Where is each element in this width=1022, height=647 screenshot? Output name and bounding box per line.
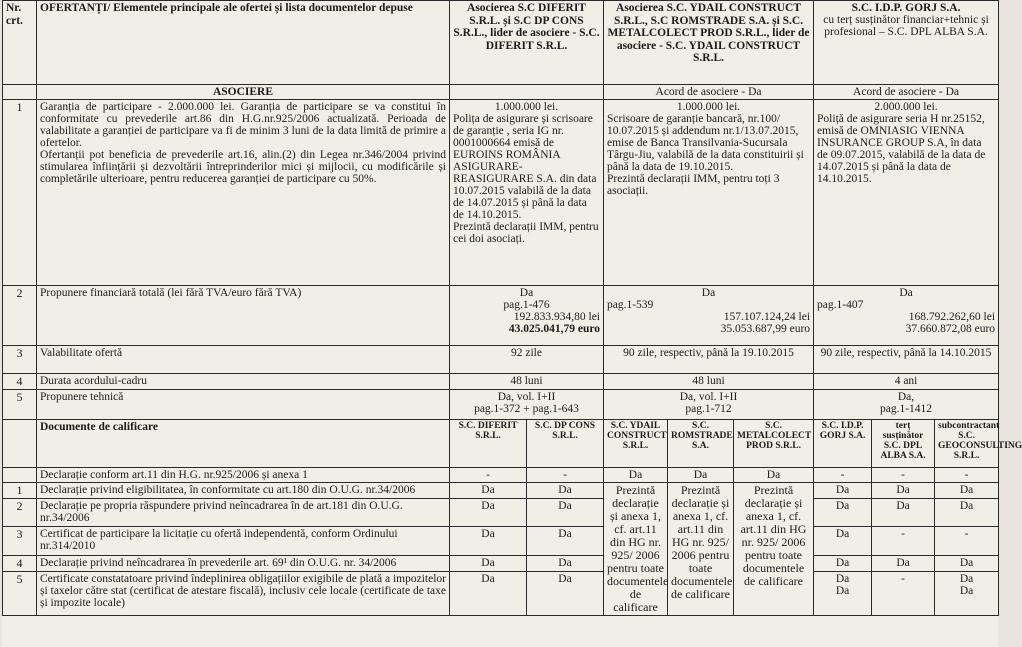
- propunere-tehnica-label: Propunere tehnică: [37, 390, 450, 420]
- row-nr: 2: [3, 286, 37, 346]
- declaratie-val: -: [450, 468, 527, 483]
- doc-val: Da: [450, 555, 527, 571]
- declaratie-val: -: [814, 468, 872, 483]
- header-offer-2: Asocierea S.C. YDAIL CONSTRUCT S.R.L., S.C ROMSTRADE S.A. și S.C. METALCOLECT PROD S.R.L., lider de asociere - S.C. YDAIL CONSTRUCT S.R.L.: [604, 1, 814, 85]
- row-valabilitate: [3, 346, 999, 374]
- row-nr: 1: [3, 100, 37, 286]
- doc-val: Da: [527, 499, 604, 527]
- doc-val: -: [872, 571, 935, 615]
- declaratie-val: -: [872, 468, 935, 483]
- row-nr: 5: [3, 390, 37, 420]
- calif-col-metalcolect: S.C. METALCOLECT PROD S.R.L.: [734, 420, 814, 468]
- durata-offer-2: 48 luni: [604, 374, 814, 390]
- doc-val: Da: [527, 527, 604, 555]
- declaratie-nr: [3, 468, 37, 483]
- doc-row: [3, 527, 999, 555]
- doc-val: -: [935, 527, 999, 555]
- financiar-lei: 192.833.934,80 lei: [513, 311, 600, 323]
- doc-val: Da: [527, 571, 604, 615]
- row-nr: 4: [3, 374, 37, 390]
- doc-val: Da: [872, 499, 935, 527]
- financiar-euro: 37.660.872,08 euro: [905, 323, 996, 335]
- row-propunere-tehnica: [3, 390, 999, 420]
- header-offer-3-name: S.C. I.D.P. GORJ S.A.: [851, 2, 961, 14]
- row-garantie: [3, 100, 999, 286]
- doc-row: [3, 483, 999, 499]
- durata-label: Durata acordului-cadru: [37, 374, 450, 390]
- calif-col-diferit: S.C. DIFERIT S.R.L.: [450, 420, 527, 468]
- doc-nr: 1: [3, 483, 37, 499]
- financiar-pag: pag.1-476: [503, 299, 550, 311]
- header-nr: Nr. crt.: [3, 1, 37, 85]
- valabilitate-offer-3: 90 zile, respectiv, până la 14.10.2015: [814, 346, 999, 374]
- durata-offer-3: 4 ani: [814, 374, 999, 390]
- doc-val: Da: [450, 483, 527, 499]
- tehnica-offer-3: Da, pag.1-1412: [814, 390, 999, 420]
- doc-val: Da: [814, 499, 872, 527]
- doc-label: Declarație privind eligibilitatea, în conformitate cu art.180 din O.U.G. nr.34/2006: [37, 483, 450, 499]
- doc-val: -: [872, 527, 935, 555]
- doc-val: Da: [450, 499, 527, 527]
- calif-col-idpgorj: S.C. I.D.P. GORJ S.A.: [814, 420, 872, 468]
- declaratie-val: -: [935, 468, 999, 483]
- garantie-offer-2-text: Scrisoare de garanție bancară, nr.100/ 10.07.2015 și addendum nr.1/13.07.2015, emise de Banca Transilvania-Sucursala Târgu-Jiu, valabilă de la data constituirii și până la data de 19.10.2015. Prezintă declarații IMM, pentru toți 3 asociații.: [607, 113, 804, 197]
- romstrade-merged-note: Prezintă declarație și anexa 1, cf. art.11 din HG nr. 925/ 2006 pentru toate documentele de calificare: [668, 483, 734, 616]
- calificare-nr: [3, 420, 37, 468]
- doc-row: [3, 571, 999, 615]
- doc-row: [3, 555, 999, 571]
- financiar-euro: 35.053.687,99 euro: [720, 323, 811, 335]
- doc-val: Da: [527, 555, 604, 571]
- calificare-label: Documente de calificare: [37, 420, 450, 468]
- financiar-pag: pag.1-539: [607, 299, 654, 311]
- garantie-offer-1-amount: 1.000.000 lei.: [494, 101, 559, 113]
- valabilitate-offer-2: 90 zile, respectiv, până la 19.10.2015: [604, 346, 814, 374]
- declaratie-val: Da: [734, 468, 814, 483]
- financiar-da: Da: [519, 287, 534, 299]
- calif-col-romstrade: S.C. ROMSTRADE S.A.: [668, 420, 734, 468]
- header-title: OFERTANȚI/ Elementele principale ale ofertei și lista documentelor depuse: [37, 1, 450, 85]
- asociere-nr: [3, 85, 37, 100]
- durata-offer-1: 48 luni: [450, 374, 604, 390]
- financiar-pag: pag.1-407: [817, 299, 864, 311]
- financiar-da: Da: [701, 287, 716, 299]
- financiar-lei: 168.792.262,60 lei: [908, 311, 996, 323]
- asociere-offer-3: Acord de asociere - Da: [814, 85, 999, 100]
- valabilitate-offer-1: 92 zile: [450, 346, 604, 374]
- valabilitate-label: Valabilitate ofertă: [37, 346, 450, 374]
- tehnica-offer-1: Da, vol. I+II pag.1-372 + pag.1-643: [450, 390, 604, 420]
- doc-nr: 5: [3, 571, 37, 615]
- doc-nr: 3: [3, 527, 37, 555]
- doc-val: Da: [935, 555, 999, 571]
- header-offer-3-sub: cu terț susținător financiar+tehnic și profesional – S.C. DPL ALBA S.A.: [823, 14, 989, 38]
- doc-val: Da Da: [814, 571, 872, 615]
- calif-col-ydail: S.C. YDAIL CONSTRUCT S.R.L.: [604, 420, 668, 468]
- garantie-offer-1: [450, 100, 604, 286]
- asociere-row: [3, 85, 999, 100]
- doc-label: Certificate constatatoare privind îndeplinirea obligațiilor exigibile de plată a impozitelor și taxelor către stat (certificat de atestare fiscală), inclusiv cele locale (certificate de taxe și impozite locale): [37, 571, 450, 615]
- calif-col-dplalba: terț susținător S.C. DPL ALBA S.A.: [872, 420, 935, 468]
- asociere-offer-2: Acord de asociere - Da: [604, 85, 814, 100]
- header-offer-1: Asocierea S.C DIFERIT S.R.L. și S.C DP CONS S.R.L., lider de asociere - S.C. DIFERIT S.R.L.: [450, 1, 604, 85]
- garantie-text: Garanția de participare - 2.000.000 lei. Garanția de participare se va constitui în conformitate cu prevederile art.86 din H.G.nr.925/2006 actualizată. Perioada de valabilitate a garanției de participare va fi de minim 3 luni de la data limită de primire a ofertelor. Ofertanții pot beneficia de prevederile art.16, alin.(2) din Legea nr.346/2004 privind stimularea înființării și dezvoltării întreprinderilor mici și mijlocii, cu modificările și completările ulterioare, pentru reducerea garanției de participare cu 50%.: [37, 100, 450, 286]
- tehnica-offer-2: Da, vol. I+II pag.1-712: [604, 390, 814, 420]
- calif-col-dpcons: S.C. DP CONS S.R.L.: [527, 420, 604, 468]
- financiar-offer-3: [814, 286, 999, 346]
- ydail-merged-note: Prezintă declarație și anexa 1, cf. art.11 din HG nr. 925/ 2006 pentru toate documentele de calificare: [604, 483, 668, 616]
- doc-val: Da: [814, 483, 872, 499]
- doc-val: Da Da: [935, 571, 999, 615]
- document-page: [2, 0, 1022, 647]
- calif-col-geoconsulting: subcontractant S.C. GEOCONSULTING S.R.L.: [935, 420, 999, 468]
- doc-val: Da: [935, 483, 999, 499]
- financiar-offer-2: [604, 286, 814, 346]
- declaratie-val: Da: [668, 468, 734, 483]
- row-propunere-financiara: [3, 286, 999, 346]
- garantie-offer-3-amount: 2.000.000 lei.: [874, 101, 938, 113]
- row-durata: [3, 374, 999, 390]
- garantie-offer-1-text: Polița de asigurare și scrisoare de garanție , seria IG nr. 0001000664 emisă de EUROINS ROMÂNIA ASIGURARE-REASIGURARE S.A. din data 10.07.2015 valabilă de la data de 14.07.2015 și până la data de 14.10.2015. Prezintă declarații IMM, pentru cei doi asociați.: [453, 113, 599, 245]
- doc-label: Declarație pe propria răspundere privind neîncadrarea în de art.181 din O.U.G. nr.34/2006: [37, 499, 450, 527]
- doc-val: Da: [814, 555, 872, 571]
- garantie-offer-3: [814, 100, 999, 286]
- garantie-offer-3-text: Poliță de asigurare seria H nr.25152, emisă de OMNIASIG VIENNA INSURANCE GROUP S.A, în data de 09.07.2015, valabilă de la data de 14.07.2015 și până la data de 14.10.2015.: [817, 113, 986, 185]
- doc-val: Da: [872, 555, 935, 571]
- doc-nr: 2: [3, 499, 37, 527]
- declaratie-val: Da: [604, 468, 668, 483]
- doc-val: Da: [872, 483, 935, 499]
- declaratie-val: -: [527, 468, 604, 483]
- doc-val: Da: [935, 499, 999, 527]
- financiar-da: Da: [899, 287, 913, 299]
- declaratie-label: Declarație conform art.11 din H.G. nr.925/2006 și anexa 1: [37, 468, 450, 483]
- financiar-offer-1: [450, 286, 604, 346]
- offers-table: [2, 0, 1022, 616]
- garantie-offer-2: [604, 100, 814, 286]
- doc-row: [3, 499, 999, 527]
- propunere-financiara-label: Propunere financiară totală (lei fără TVA/euro fără TVA): [37, 286, 450, 346]
- doc-val: Da: [814, 527, 872, 555]
- calificare-header-row: [3, 420, 999, 468]
- doc-nr: 4: [3, 555, 37, 571]
- header-row: [3, 1, 999, 85]
- header-offer-3: [814, 1, 999, 85]
- doc-label: Declarație privind neîncadrarea în prevederile art. 69¹ din O.U.G. nr. 34/2006: [37, 555, 450, 571]
- declaratie-row: [3, 468, 999, 483]
- doc-val: Da: [527, 483, 604, 499]
- doc-label: Certificat de participare la licitație cu ofertă independentă, conform Ordinului nr.314/2010: [37, 527, 450, 555]
- asociere-offer-1: [450, 85, 604, 100]
- garantie-offer-2-amount: 1.000.000 lei.: [676, 101, 741, 113]
- doc-val: Da: [450, 571, 527, 615]
- financiar-euro: 43.025.041,79 euro: [508, 323, 600, 335]
- row-nr: 3: [3, 346, 37, 374]
- doc-val: Da: [450, 527, 527, 555]
- financiar-lei: 157.107.124,24 lei: [723, 311, 811, 323]
- metalcolect-merged-note: Prezintă declarație și anexa 1, cf. art.11 din HG nr. 925/ 2006 pentru toate documentele de calificare: [734, 483, 814, 616]
- asociere-label: ASOCIERE: [37, 85, 450, 100]
